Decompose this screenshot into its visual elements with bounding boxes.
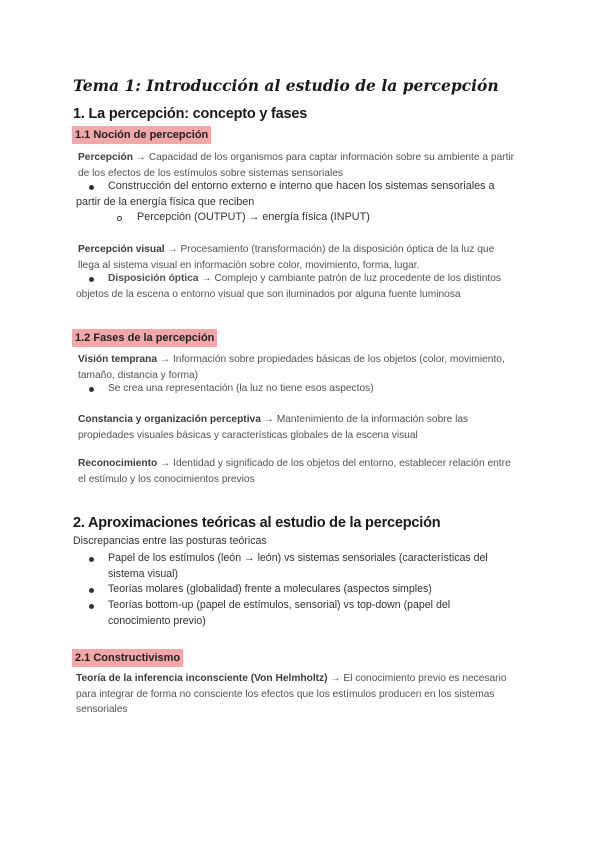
- arrow: →: [167, 244, 178, 255]
- sub-bullet-output-input: Percepción (OUTPUT) → energía física (INPUT): [137, 211, 370, 223]
- term-percepcion-visual: Percepción visual: [78, 244, 165, 255]
- definition-reconocimiento: Identidad y significado de los objetos del entorno, establecer relación entre el estímulo y los conocimientos previos: [78, 458, 511, 485]
- document-title: Tema 1: Introducción al estudio de la percepción: [73, 76, 499, 95]
- definition-disposicion-optica: Complejo y cambiante patrón de luz procedente de los distintos objetos de la escena o entorno visual que son iluminados por alguna fuente luminosa: [76, 273, 502, 300]
- paragraph-percepcion: [78, 150, 518, 181]
- term-reconocimiento: Reconocimiento: [78, 458, 158, 469]
- bullet-molares: Teorías molares (globalidad) frente a moleculares (aspectos simples): [108, 583, 432, 595]
- section-2-heading: 2. Aproximaciones teóricas al estudio de la percepción: [73, 515, 441, 531]
- definition-vision-temprana: Información sobre propiedades básicas de los objetos (color, movimiento, tamaño, distancia y forma): [78, 354, 505, 381]
- paragraph-reconocimiento: [78, 456, 518, 487]
- arrow: →: [330, 673, 341, 684]
- bullet-representacion: Se crea una representación (la luz no tiene esos aspectos): [108, 383, 374, 394]
- subsection-2-1-label: 2.1 Constructivismo: [72, 649, 183, 667]
- subsection-1-1-label: 1.1 Noción de percepción: [72, 126, 211, 144]
- bullet-bottom-up: Teorías bottom-up (papel de estímulos, sensorial) vs top-down (papel del conocimiento previo): [108, 599, 451, 627]
- term-percepcion: Percepción: [78, 152, 133, 163]
- section-1-heading: 1. La percepción: concepto y fases: [73, 106, 308, 122]
- section-2-intro: Discrepancias entre las posturas teóricas: [73, 535, 267, 547]
- term-vision-temprana: Visión temprana: [78, 354, 158, 365]
- definition-inferencia-inconsciente: El conocimiento previo es necesario para integrar de forma no consciente los efectos que los estímulos producen en los sistemas sensoriales: [76, 673, 507, 715]
- definition-constancia: Mantenimiento de la información sobre las propiedades visuales básicas y características globales de la escena visual: [78, 414, 469, 441]
- arrow: →: [135, 152, 146, 163]
- arrow: →: [159, 354, 171, 365]
- term-disposicion-optica: Disposición óptica: [108, 273, 199, 284]
- bullet-icon: [89, 387, 94, 392]
- bullet-estimulos: Papel de los estímulos (león → león) vs sistemas sensoriales (características del sistema visual): [108, 552, 488, 580]
- arrow: →: [160, 458, 171, 469]
- bullet-icon: [89, 588, 94, 593]
- paragraph-percepcion-visual: [78, 242, 518, 273]
- bullet-icon: [89, 557, 94, 562]
- term-inferencia-inconsciente: Teoría de la inferencia inconsciente (Von Helmholtz): [76, 673, 328, 684]
- bullet-construccion: Construcción del entorno externo e interno que hacen los sistemas sensoriales a partir de la energía física que reciben: [76, 180, 495, 208]
- subsection-1-2-label: 1.2 Fases de la percepción: [72, 329, 217, 347]
- arrow: →: [263, 414, 274, 425]
- bullet-disposicion-optica: [76, 271, 518, 302]
- definition-percepcion: Capacidad de los organismos para captar información sobre su ambiente a partir de los efectos de los estímulos sobre sistemas sensoriales: [78, 152, 515, 179]
- term-constancia: Constancia y organización perceptiva: [78, 414, 261, 425]
- paragraph-inferencia-inconsciente: [76, 671, 518, 718]
- paragraph-constancia: [78, 412, 518, 443]
- sub-bullet-icon: [117, 216, 122, 221]
- paragraph-vision-temprana: [78, 352, 518, 383]
- bullet-icon: [89, 604, 94, 609]
- definition-percepcion-visual: Procesamiento (transformación) de la disposición óptica de la luz que llega al sistema visual en información sobre color, movimiento, forma, lugar.: [78, 244, 495, 271]
- arrow: →: [201, 273, 212, 284]
